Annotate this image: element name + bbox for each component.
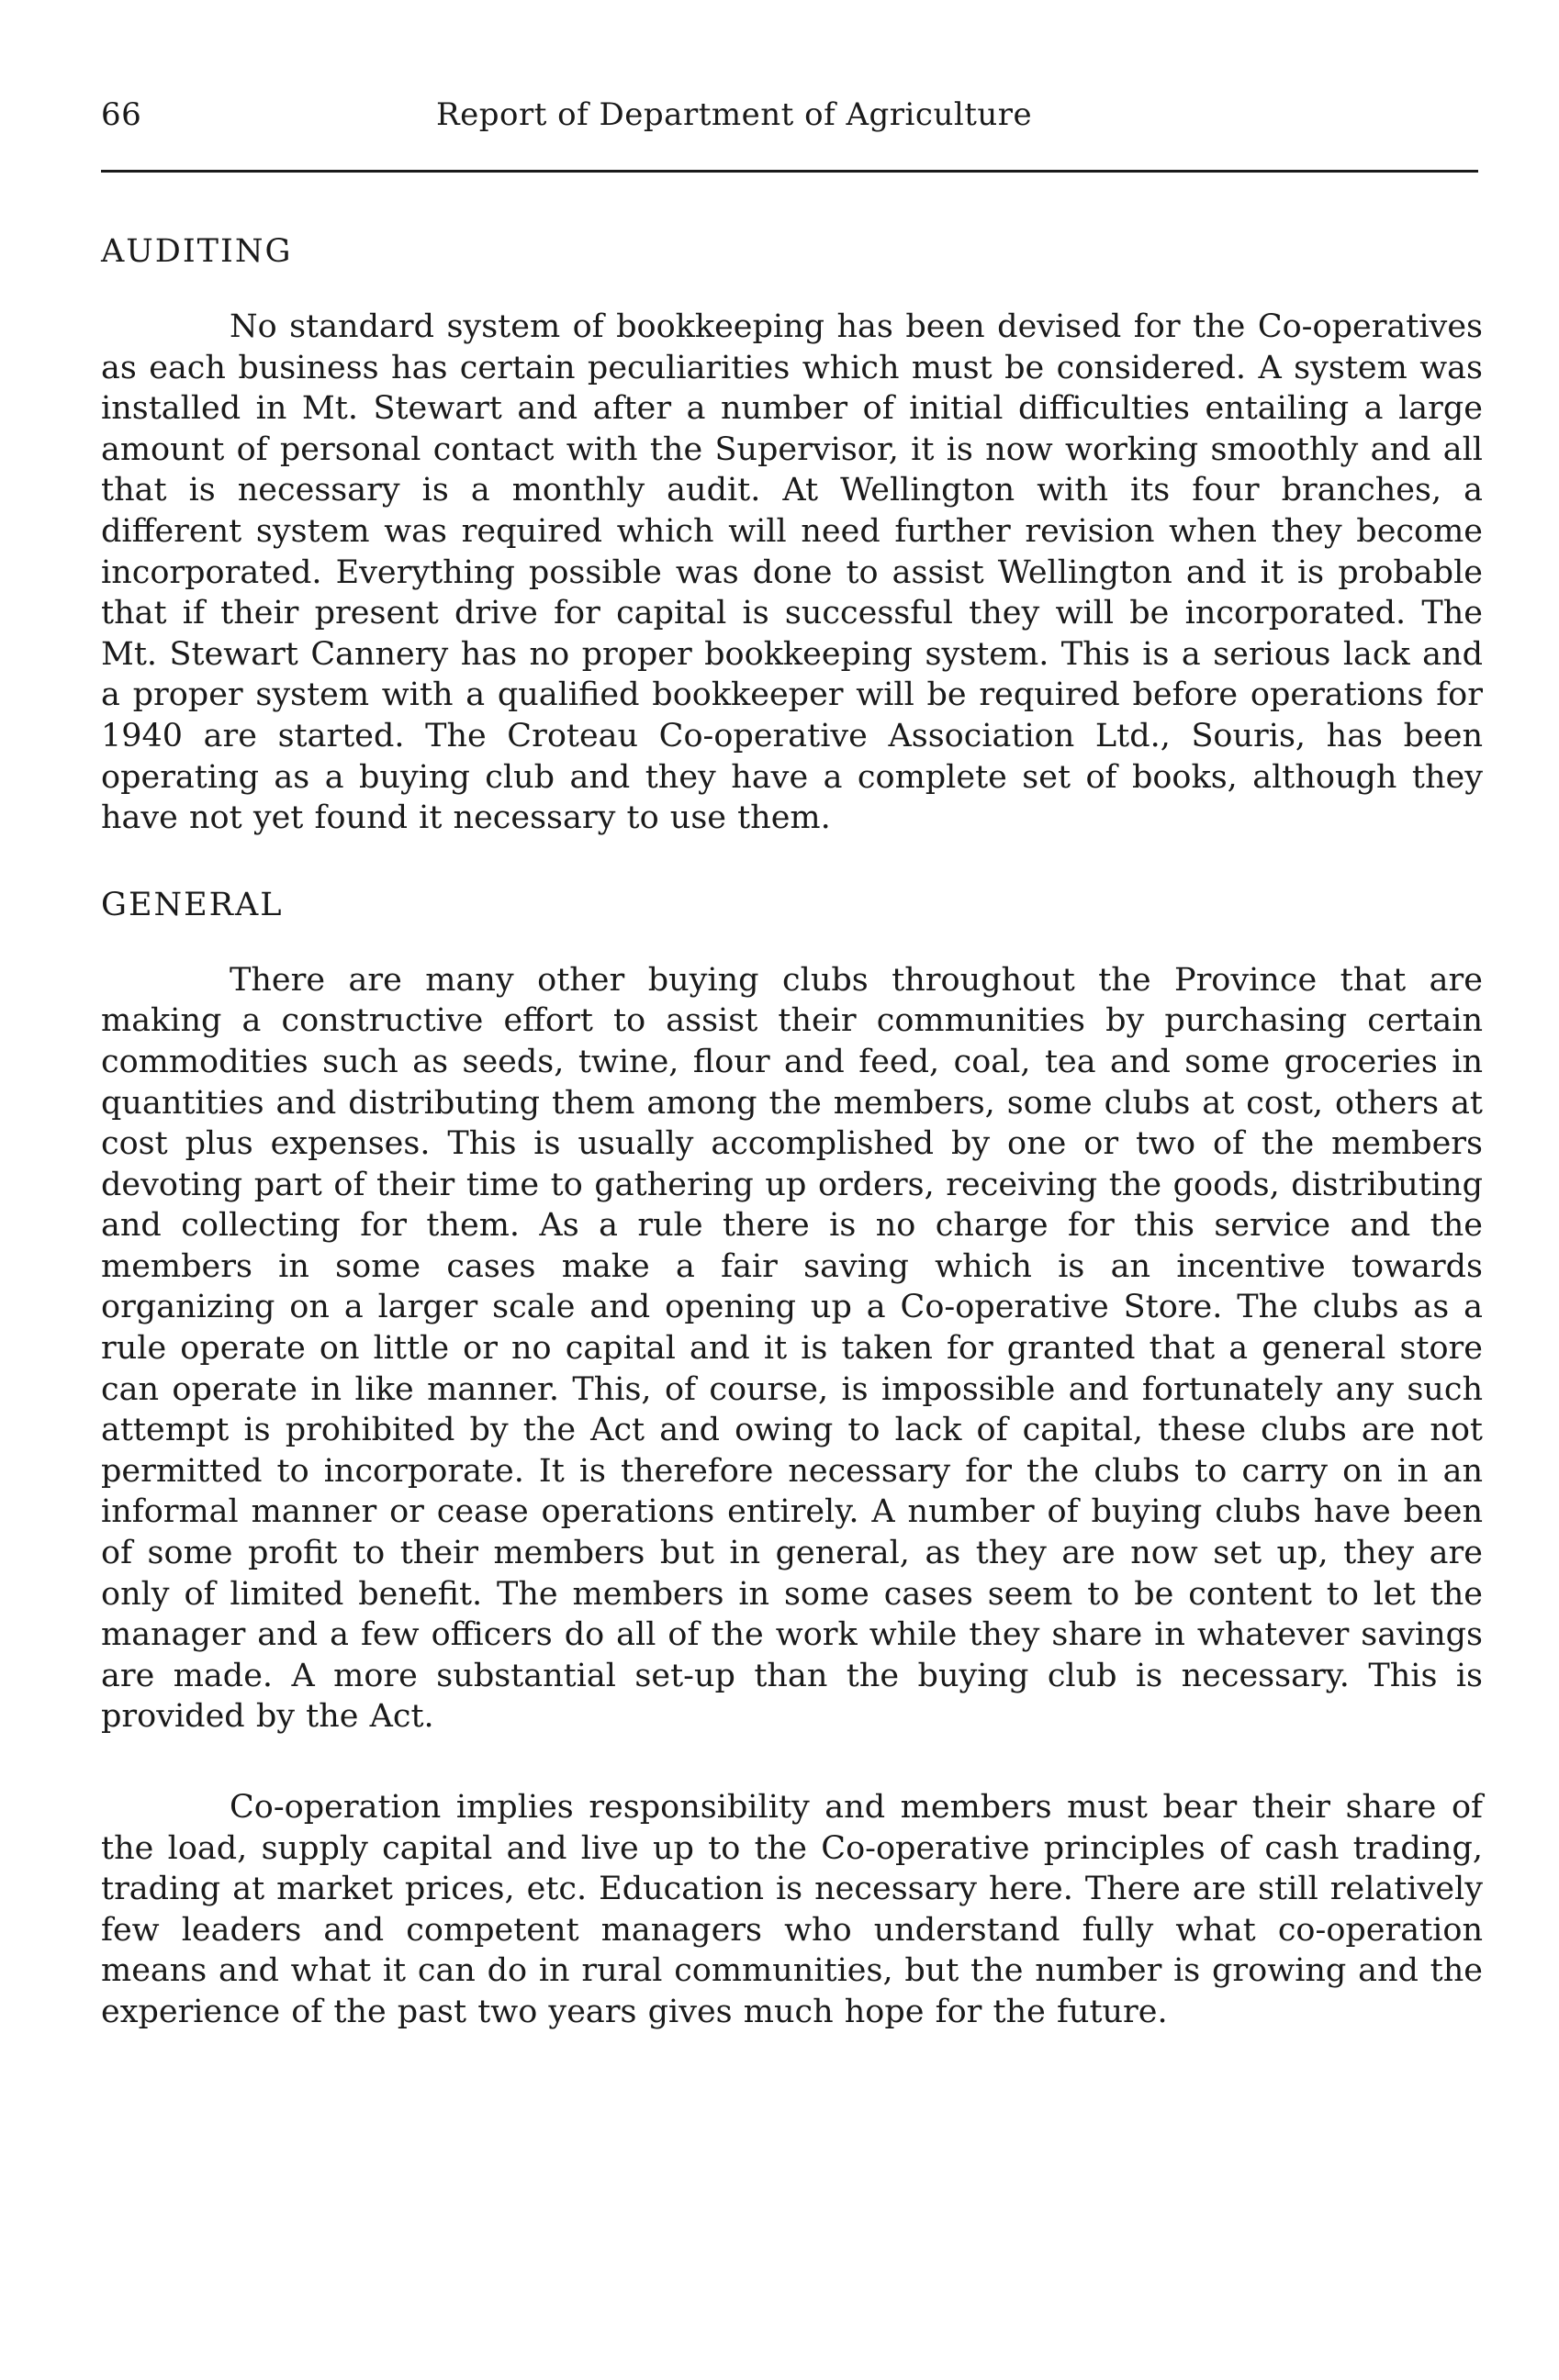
header-rule — [101, 170, 1478, 173]
section-heading: GENERAL — [101, 886, 284, 923]
section-auditing — [101, 233, 1486, 839]
running-title: Report of Department of Agriculture — [436, 96, 1033, 133]
running-header — [101, 87, 1486, 142]
paragraph: There are many other buying clubs throughout the Province that are making a constructive effort to assist their communities by purchasing certain commodities such as seeds, twine, flour and feed, coal, tea and some groceries in quantities and distributing them among the members, some clubs at cost, others at cost plus expenses. This is usually accomplished by one or two of the members devoting part of their time to gathering up orders, receiving the goods, distributing and collecting for them. As a rule there is no charge for this service and the members in some cases make a fair saving which is an incentive towards organizing on a larger scale and opening up a Co-operative Store. The clubs as a rule operate on little or no capital and it is taken for granted that a general store can operate in like manner. This, of course, is impossible and fortunately any such attempt is prohibited by the Act and owing to lack of capital, these clubs are not permitted to incorporate. It is therefore necessary for the clubs to carry on in an informal manner or cease operations entirely. A number of buying clubs have been of some profit to their members but in general, as they are now set up, they are only of limited benefit. The members in some cases seem to be content to let the manager and a few officers do all of the work while they share in whatever savings are made. A more substantial set-up than the buying club is necessary. This is provided by the Act. — [101, 961, 1483, 1736]
page-number: 66 — [101, 96, 142, 133]
section-heading: AUDITING — [101, 233, 293, 270]
section-general — [101, 887, 1486, 2033]
paragraph: Co-operation implies responsibility and members must bear their share of the load, supply capital and live up to the Co-operative principles of cash trading, trading at market prices, etc. Education is necessary here. There are still relatively few leaders and competent managers who understand fully what co-operation means and what it can do in rural communities, but the number is growing and the experience of the past two years gives much hope for the future. — [101, 1789, 1483, 2030]
paragraph: No standard system of bookkeeping has been devised for the Co-operatives as each business has certain peculiarities which must be considered. A system was installed in Mt. Stewart and after a number of initial difficulties entailing a large amount of personal contact with the Supervisor, it is now working smoothly and all that is necessary is a monthly audit. At Wellington with its four branches, a different system was required which will need further revision when they become incorporated. Everything possible was done to assist Wellington and it is probable that if their present drive for capital is successful they will be incorporated. The Mt. Stewart Cannery has no proper bookkeeping system. This is a serious lack and a proper system with a qualified bookkeeper will be required before operations for 1940 are started. The Croteau Co-operative Association Ltd., Souris, has been operating as a buying club and they have a complete set of books, although they have not yet found it necessary to use them. — [101, 308, 1483, 837]
